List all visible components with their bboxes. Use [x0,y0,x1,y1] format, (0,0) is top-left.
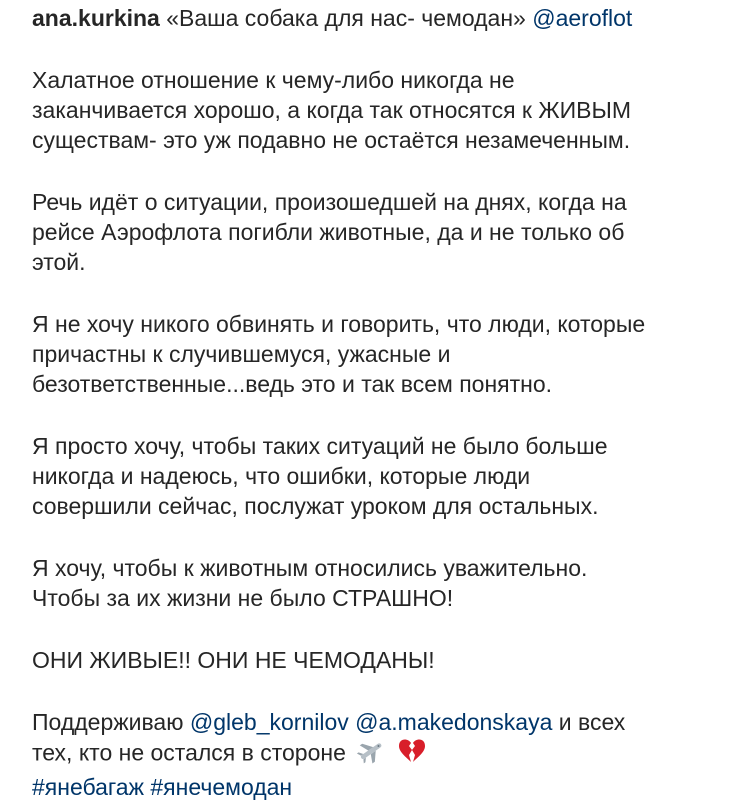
spacer [32,33,732,65]
paragraph-line: причастны к случившемуся, ужасные и [32,341,451,367]
paragraph-5 [32,553,732,613]
paragraph-line: заканчивается хорошо, а когда так относятся к ЖИВЫМ [32,97,632,123]
support-prefix: Поддерживаю [32,709,184,735]
airplane-emoji-icon [356,737,386,772]
mention-a-makedonskaya[interactable]: @a.makedonskaya [355,709,553,735]
spacer [32,399,732,431]
paragraph-line: этой. [32,249,86,275]
hashtag-yanechemodan[interactable]: #янечемодан [150,774,293,800]
post-caption [32,3,732,802]
paragraph-line: никогда и надеюсь, что ошибки, которые люди [32,463,531,489]
paragraph-line: Халатное отношение к чему-либо никогда не [32,67,515,93]
paragraph-line: Я не хочу никого обвинять и говорить, что люди, которые [32,311,646,337]
support-paragraph [32,707,732,802]
username-link[interactable]: ana.kurkina [32,5,160,31]
spacer [32,277,732,309]
paragraph-line: рейсе Аэрофлота погибли животные, да и не только об [32,219,625,245]
caption-header [32,3,732,33]
mention-aeroflot[interactable]: @aeroflot [532,5,633,31]
spacer [32,521,732,553]
spacer [32,613,732,645]
spacer [32,675,732,707]
paragraph-2 [32,187,732,277]
paragraph-3 [32,309,732,399]
paragraph-line: безответственные...ведь это и так всем понятно. [32,371,553,397]
paragraph-6 [32,645,732,675]
paragraph-line: Я хочу, чтобы к животным относились уважительно. [32,555,588,581]
support-line-2: тех, кто не остался в стороне [32,739,346,766]
caption-title: «Ваша собака для нас- чемодан» [166,5,526,31]
paragraph-line: совершили сейчас, послужат уроком для остальных. [32,493,599,519]
support-suffix: и всех [558,709,626,735]
paragraph-line: ОНИ ЖИВЫЕ!! ОНИ НЕ ЧЕМОДАНЫ! [32,647,435,673]
paragraph-line: Речь идёт о ситуации, произошедшей на днях, когда на [32,189,627,215]
paragraph-line: существам- это уж подавно не остаётся незамеченным. [32,127,631,153]
hashtag-yanebagazh[interactable]: #янебагаж [32,774,144,800]
paragraph-line: Я просто хочу, чтобы таких ситуаций не было больше [32,433,608,459]
paragraph-4 [32,431,732,521]
mention-gleb-kornilov[interactable]: @gleb_kornilov [189,709,349,735]
paragraph-1 [32,65,732,155]
paragraph-line: Чтобы за их жизни не было СТРАШНО! [32,585,454,611]
spacer [32,155,732,187]
broken-heart-emoji-icon [397,737,427,772]
